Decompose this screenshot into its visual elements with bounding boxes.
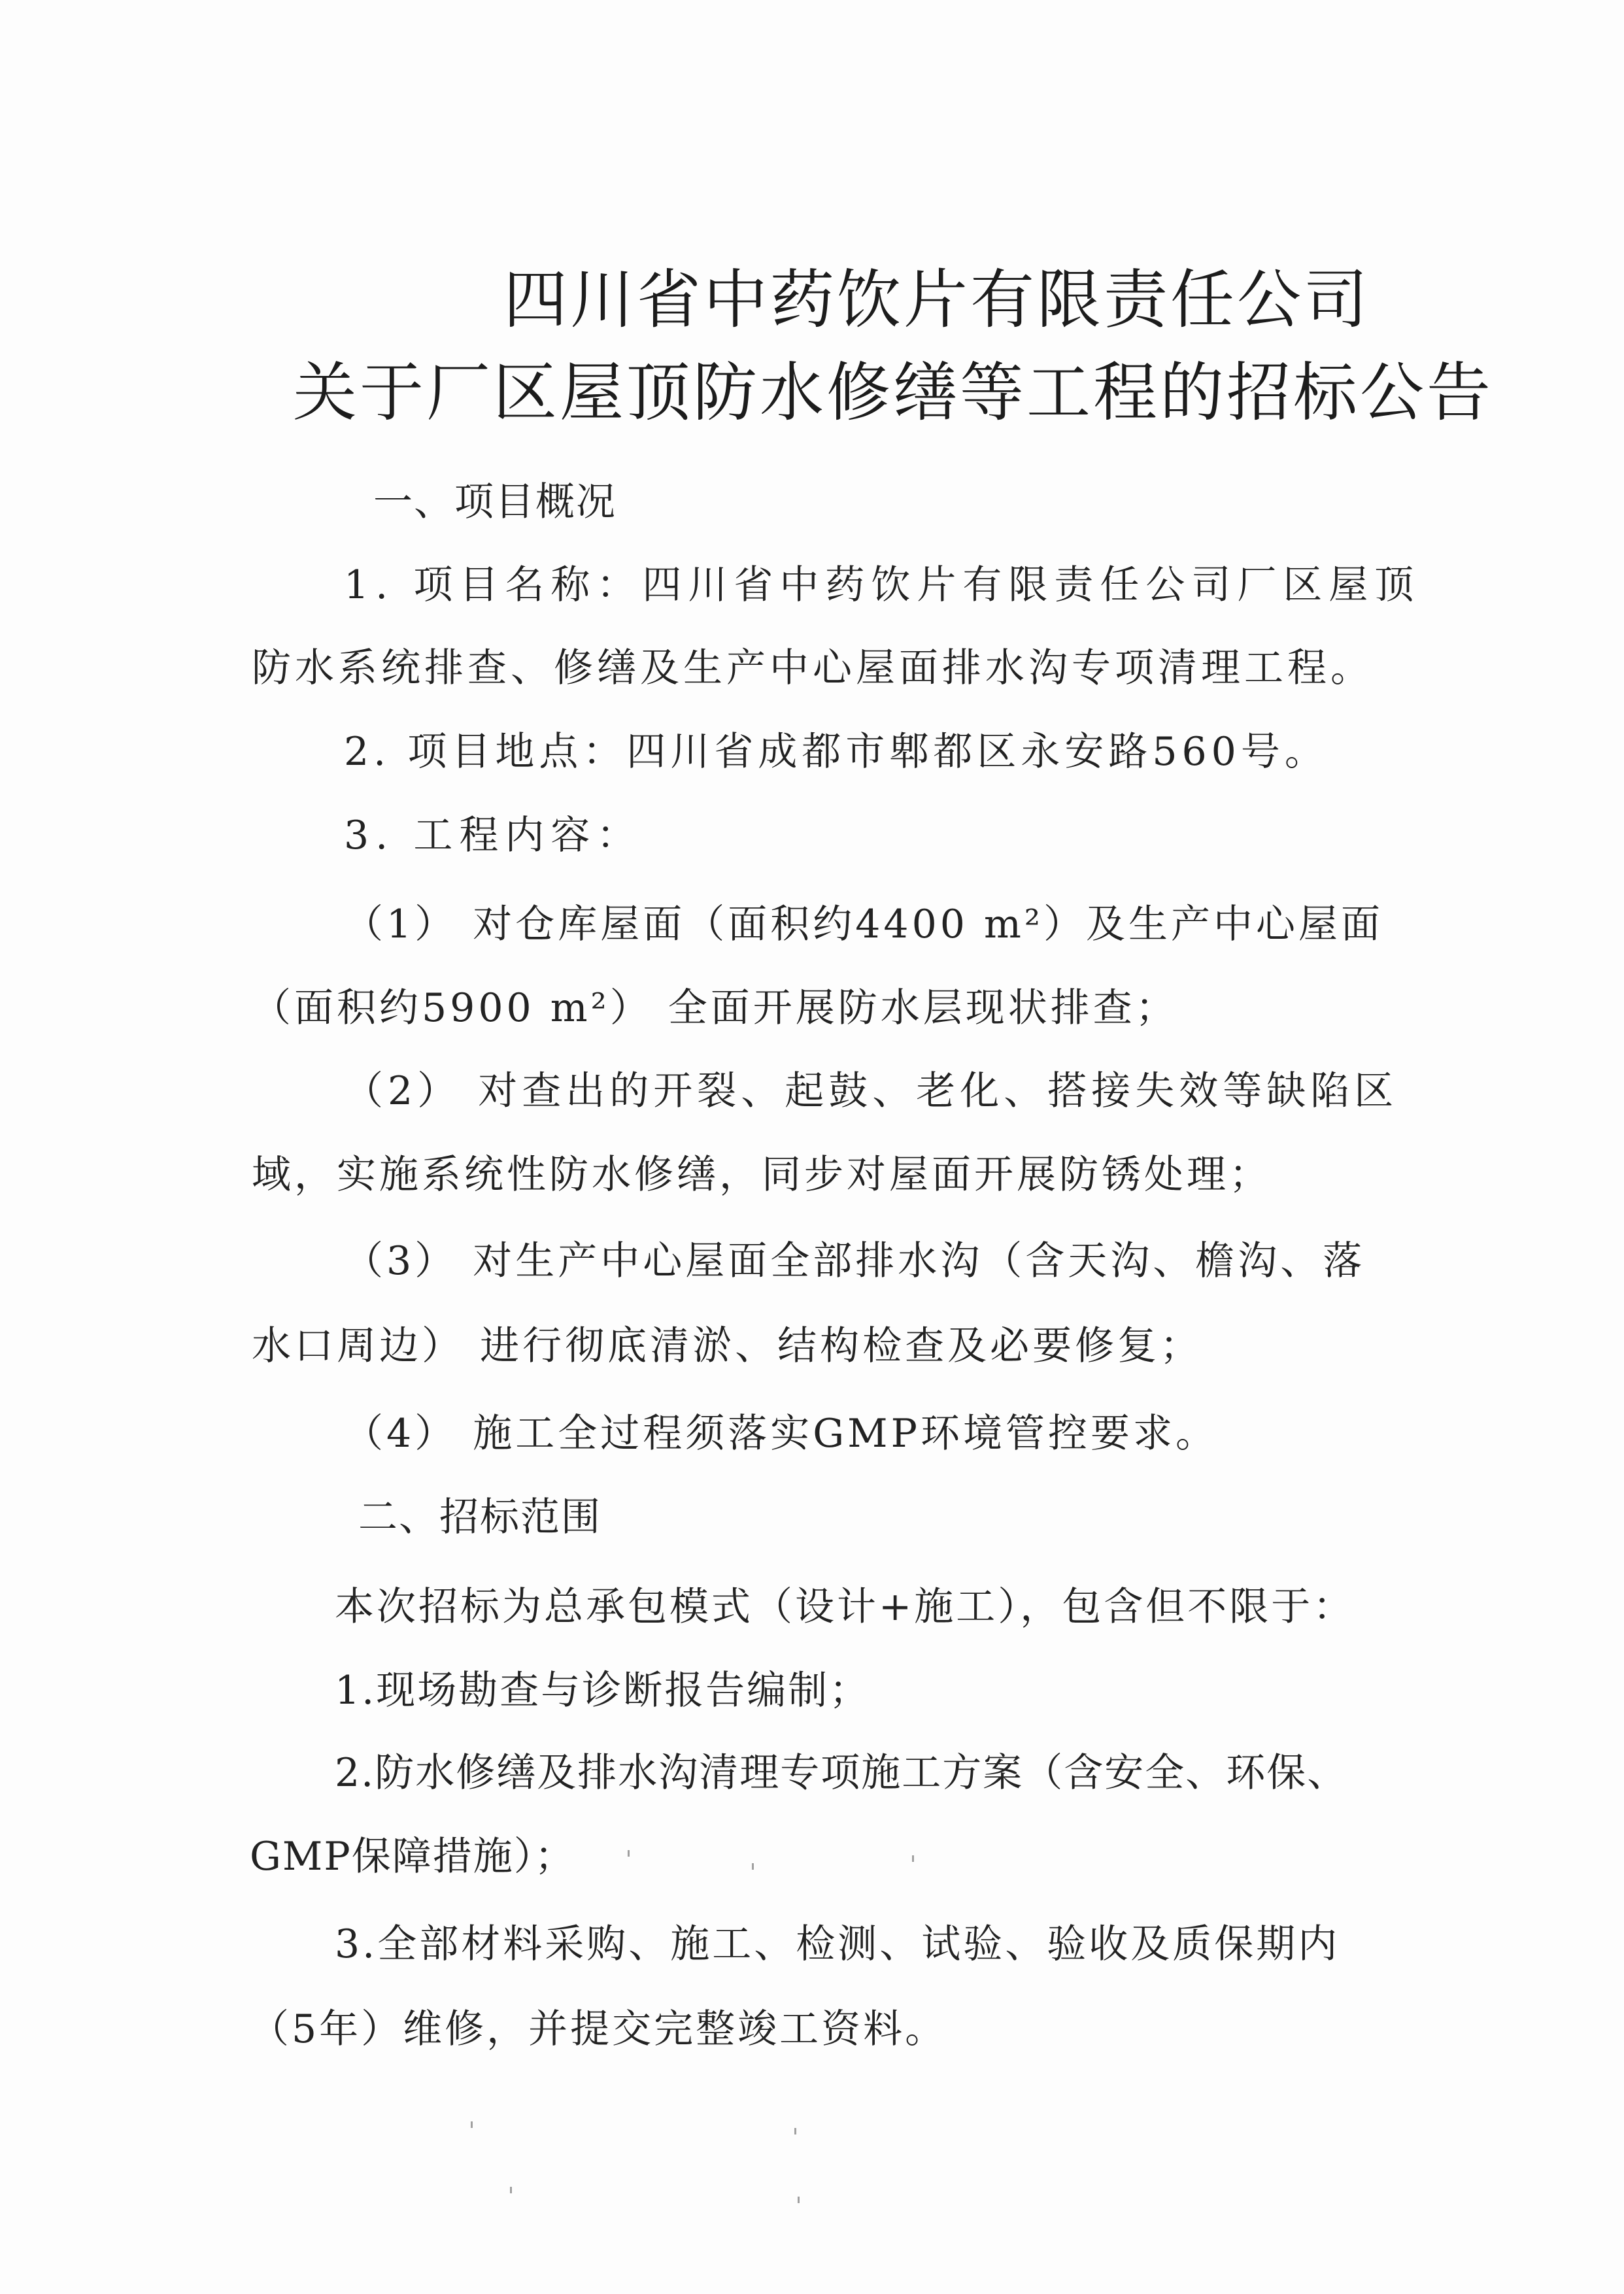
scan-artifact — [752, 1863, 754, 1870]
scan-artifact — [912, 1855, 914, 1862]
section-heading-bid-scope: 二、招标范围 — [358, 1494, 601, 1540]
paragraph-sub-item-2-cont: 域，实施系统性防水修缮，同步对屋面开展防锈处理； — [252, 1152, 1272, 1198]
paragraph-sub-item-2: （2） 对查出的开裂、起鼓、老化、搭接失效等缺陷区 — [344, 1068, 1398, 1114]
scan-artifact — [798, 2197, 800, 2203]
paragraph-scope-item-3: 3.全部材料采购、施工、检测、试验、验收及质保期内 — [335, 1921, 1340, 1967]
scan-artifact — [628, 1850, 630, 1857]
paragraph-project-name: 1. 项目名称：四川省中药饮片有限责任公司厂区屋顶 — [344, 562, 1421, 608]
paragraph-work-content: 3. 工程内容： — [344, 813, 643, 858]
paragraph-sub-item-4: （4） 施工全过程须落实GMP环境管控要求。 — [344, 1411, 1218, 1457]
paragraph-project-location: 2. 项目地点：四川省成都市郫都区永安路560号。 — [344, 729, 1328, 775]
scan-artifact — [510, 2187, 512, 2193]
paragraph-sub-item-3-cont: 水口周边） 进行彻底清淤、结构检查及必要修复； — [252, 1323, 1203, 1369]
section-heading-project-overview: 一、项目概况 — [373, 479, 617, 525]
paragraph-scope-item-2-cont: GMP保障措施）； — [250, 1834, 575, 1880]
paragraph-sub-item-1: （1） 对仓库屋面（面积约4400 m²）及生产中心屋面 — [344, 902, 1383, 947]
paragraph-scope-item-1: 1.现场勘查与诊断报告编制； — [335, 1668, 871, 1713]
document-title-company: 四川省中药饮片有限责任公司 — [503, 263, 1371, 337]
paragraph-project-name-cont: 防水系统排查、修缮及生产中心屋面排水沟专项清理工程。 — [252, 645, 1374, 691]
paragraph-bid-mode: 本次招标为总承包模式（设计+施工），包含但不限于： — [335, 1584, 1355, 1630]
scan-artifact — [794, 2128, 796, 2134]
paragraph-scope-item-3-cont: （5年）维修，并提交完整竣工资料。 — [250, 2006, 947, 2052]
paragraph-sub-item-3: （3） 对生产中心屋面全部排水沟（含天沟、檐沟、落 — [344, 1238, 1366, 1284]
paragraph-scope-item-2: 2.防水修缮及排水沟清理专项施工方案（含安全、环保、 — [335, 1750, 1348, 1796]
document-title-subject: 关于厂区屋顶防水修缮等工程的招标公告 — [293, 356, 1494, 430]
paragraph-sub-item-1-cont: （面积约5900 m²） 全面开展防水层现状排查； — [252, 985, 1178, 1031]
scan-artifact — [471, 2121, 473, 2128]
